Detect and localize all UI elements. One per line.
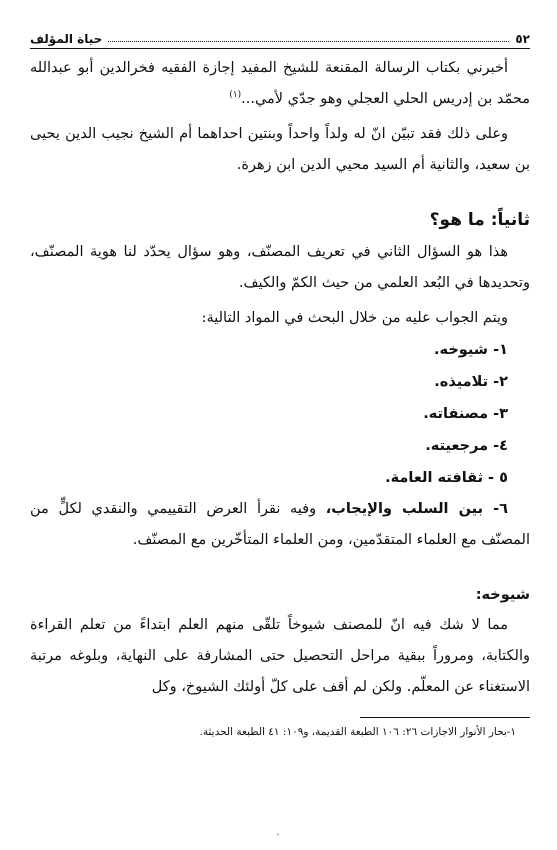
header-rule [30, 48, 530, 49]
section-paragraph-2: ويتم الجواب عليه من خلال البحث في المواد التالية: [201, 310, 508, 326]
list-item-musannafat: ٣- مصنفاته. [423, 406, 508, 422]
page-number: ٥٢ [515, 32, 530, 46]
list-item-marjaiyya: ٤- مرجعيته. [425, 438, 508, 454]
list-item-body: وفيه نقرأ العرض التقييمي والنقدي لكلٍّ من المصنّف مع العلماء المتقدّمين، ومن العلماء المتأخّرين مع المصنّف. [30, 501, 530, 548]
section-heading-what: ثانياً: ما هو؟ [429, 210, 530, 230]
spacer [30, 181, 530, 199]
intro-text: أخبرني بكتاب الرسالة المقنعة للشيخ المفيد إجازة الفقيه فخرالدين أبو عبدالله محمّد بن إدريس الحلي العجلي وهو جدّي لأمي... [30, 60, 530, 107]
footnote-rule [360, 717, 530, 718]
footnote-marker: (١) [229, 90, 242, 101]
list-item-thaqafa: ٥ - ثقافته العامة. [385, 470, 508, 486]
bottom-mark: ˋ [276, 834, 281, 845]
book-page [30, 28, 530, 742]
section-paragraph-1: هذا هو السؤال الثاني في تعريف المصنّف، وهو سؤال يحدّد لنا هوية المصنّف، وتحديدها في البُعد العلمي من حيث الكمّ والكيف. [30, 244, 530, 291]
list-item-shuyukh: ١- شيوخه. [434, 342, 508, 358]
list-item-talamidh: ٢- تلاميذه. [434, 374, 508, 390]
header-dot-leader [108, 41, 509, 42]
running-title: حياة المؤلف [30, 32, 103, 46]
list-item-lead: ٦- بين السلب والإيجاب، [325, 501, 508, 517]
page-header [30, 28, 530, 46]
intro-paragraph-2: وعلى ذلك فقد تبيّن انّ له ولداً واحداً وبنتين احداهما أم الشيخ نجيب الدين يحيى بن سعيد، والثانية أم السيد محيي الدين ابن زهرة. [30, 126, 530, 173]
section-heading-shuyukh: شيوخه: [475, 587, 530, 603]
footnote: ١-بحار الأنوار الاجازات ٢٦: ١٠٦ الطبعة القديمة، و١٠٩: ٤١ الطبعة الحديثة. [199, 726, 516, 738]
list-item-salb-ijab [30, 494, 530, 556]
intro-paragraph [30, 53, 530, 115]
shuyukh-paragraph: مما لا شك فيه انّ للمصنف شيوخاً تلقّى منهم العلم ابتداءً من تعلم القراءة والكتابة، ومروراً ببقية مراحل التحصيل حتى المشارفة على النهاية، وبلوغه مرتبة الاستغناء عن المعلّم. ولكن لم أقف على كلّ أولئك الشيوخ، وكل [30, 617, 530, 695]
spacer [30, 556, 530, 574]
